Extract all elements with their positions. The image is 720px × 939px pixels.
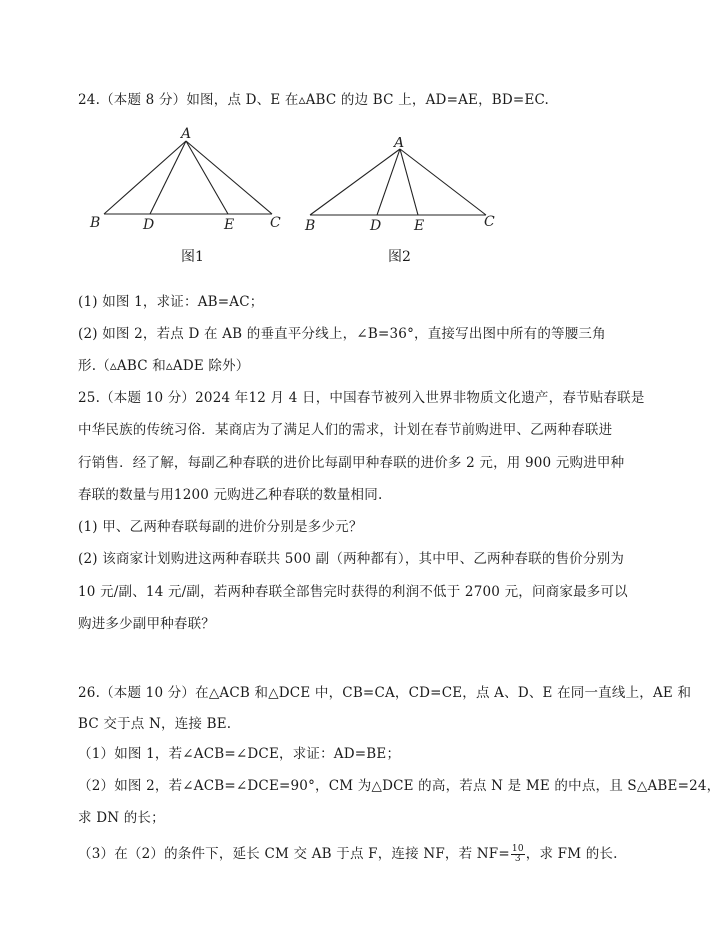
q26-part2-line2: 求 DN 的长； <box>78 810 165 826</box>
q24-title: 24.（本题 8 分）如图，点 D、E 在▵ABC 的边 BC 上，AD=AE，BD=EC. <box>78 92 550 108</box>
fig1-segment-ac <box>186 141 272 214</box>
q26-part3-fraction-denominator: 3 <box>514 854 521 864</box>
q25-part2-line1: (2) 该商家计划购进这两种春联共 500 副（两种都有），其中甲、乙两种春联的售价分别为 <box>78 551 625 567</box>
fig2-label-e: E <box>414 218 425 234</box>
q24-part1: (1) 如图 1，求证：AB=AC； <box>78 294 264 310</box>
q26-part3 <box>78 842 618 864</box>
q26-part3-fraction-numerator: 10 <box>511 844 524 854</box>
q26-part1: （1）如图 1，若∠ACB=∠DCE，求证：AD=BE； <box>78 746 401 762</box>
fig2-segment-ab <box>310 149 400 215</box>
figure-2 <box>300 137 510 242</box>
q26-line1: 26.（本题 10 分）在△ACB 和△DCE 中，CB=CA，CD=CE，点 A、D、E 在同一直线上，AE 和 <box>78 685 692 701</box>
q26-part3-prefix: （3）在（2）的条件下，延长 CM 交 AB 于点 F，连接 NF，若 NF= <box>78 846 510 862</box>
fig2-segment-ad <box>377 149 400 215</box>
figure-1 <box>80 125 310 240</box>
fig1-segment-ad <box>150 141 186 214</box>
fig1-label-b: B <box>90 215 101 231</box>
fig2-label-a: A <box>394 137 405 151</box>
fig1-segment-ae <box>186 141 228 214</box>
q26-part3-fraction <box>511 845 525 864</box>
q26-part2-line1: （2）如图 2，若∠ACB=∠DCE=90°，CM 为△DCE 的高，若点 N 是 ME 的中点，且 S△ABE=24， <box>78 778 720 794</box>
q26-part3-suffix: ，求 FM 的长. <box>525 846 618 862</box>
fig2-segment-ac <box>400 149 486 215</box>
fig2-segment-ae <box>400 149 418 215</box>
q25-line1: 25.（本题 10 分）2024 年12 月 4 日，中国春节被列入世界非物质文化遗产，春节贴春联是 <box>78 390 645 406</box>
fig2-label-b: B <box>305 218 316 234</box>
fig1-label-c: C <box>270 215 281 231</box>
fig2-label-d: D <box>370 218 382 234</box>
q25-line2: 中华民族的传统习俗．某商店为了满足人们的需求，计划在春节前购进甲、乙两种春联进 <box>78 422 613 438</box>
fig1-segment-ab <box>104 141 186 214</box>
q25-part2-line3: 购进多少副甲种春联？ <box>78 616 215 632</box>
q24-part2-line1: (2) 如图 2，若点 D 在 AB 的垂直平分线上，∠B=36°，直接写出图中所有的等腰三角 <box>78 326 606 342</box>
q25-part2-line2: 10 元/副、14 元/副，若两种春联全部售完时获得的利润不低于 2700 元，问商家最多可以 <box>78 584 628 600</box>
fig1-label-d: D <box>143 217 155 233</box>
fig2-label-c: C <box>484 214 495 230</box>
fig2-caption: 图2 <box>388 249 411 265</box>
q24-part2-line2: 形.（▵ABC 和▵ADE 除外） <box>78 358 250 374</box>
q26-line2: BC 交于点 N，连接 BE. <box>78 716 232 732</box>
fig1-caption: 图1 <box>181 249 204 265</box>
fig1-label-e: E <box>224 217 235 233</box>
q25-line3: 行销售．经了解，每副乙种春联的进价比每副甲种春联的进价多 2 元，用 900 元购进甲种 <box>78 455 625 471</box>
q25-part1: (1) 甲、乙两种春联每副的进价分别是多少元？ <box>78 519 363 535</box>
fig1-label-a: A <box>181 126 192 142</box>
q25-line4: 春联的数量与用1200 元购进乙种春联的数量相同. <box>78 487 383 503</box>
